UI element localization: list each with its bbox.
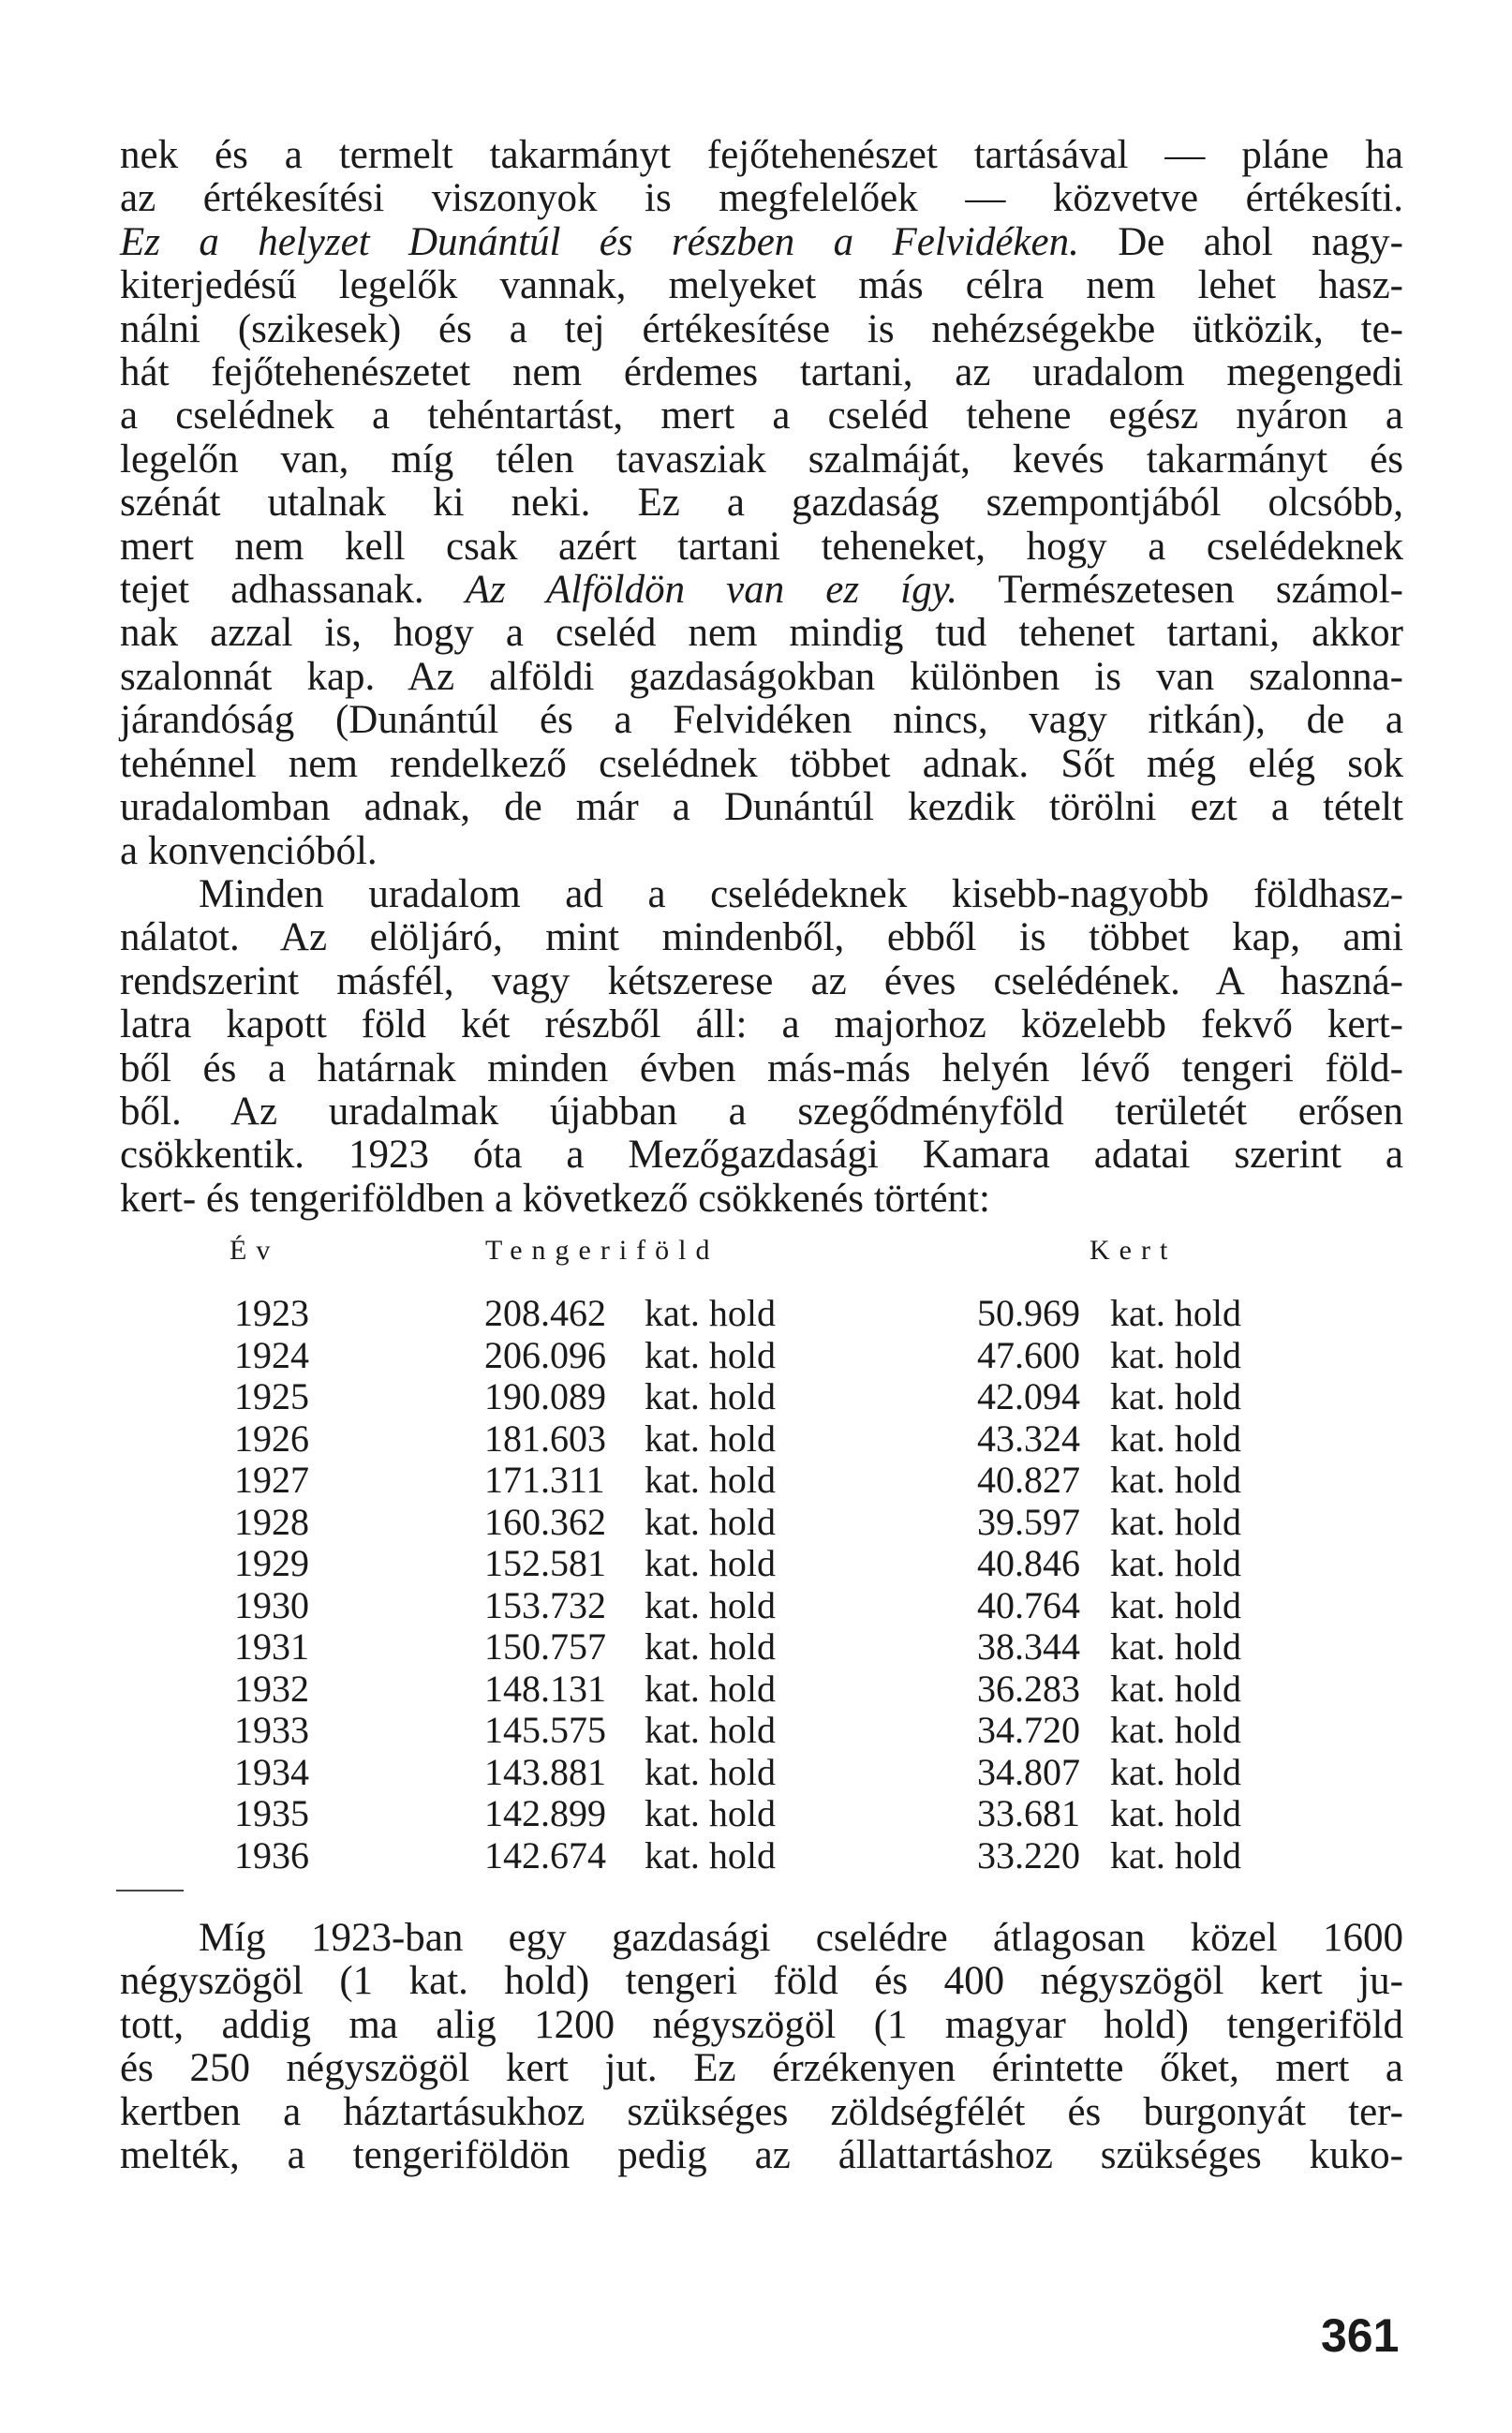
tengeri-value-cell: 143.881 [484,1750,606,1793]
kert-value-cell: 42.094 [977,1375,1080,1417]
kert-value-cell: 40.827 [977,1459,1080,1501]
text-line: járandóság (Dunántúl és a Felvidéken nincs, vagy ritkán), de a [120,698,1403,743]
year-cell: 1923 [234,1292,309,1334]
text-line: nálatot. Az elöljáró, mint mindenből, ebből is többet kap, ami [120,915,1403,960]
table-row [0,1667,1512,1709]
kert-value-cell: 36.283 [977,1667,1080,1710]
text-line: tott, addig ma alig 1200 négyszögöl (1 magyar hold) tengeriföld [120,2002,1403,2047]
data-table [0,1291,1512,1875]
text-line: a cselédnek a tehéntartást, mert a cseléd tehene egész nyáron a [120,393,1403,438]
tengeri-value-cell: 142.674 [484,1833,606,1877]
text-line [120,569,1403,612]
text-line: rendszerint másfél, vagy kétszerese az éves cselédének. A haszná- [120,958,1403,1003]
tengeri-value-cell: 181.603 [484,1417,606,1460]
table-row [0,1291,1512,1333]
table-header-tengeri: Tengeriföld [485,1235,719,1266]
text-line: melték, a tengeriföldön pedig az állattartáshoz szükséges kuko- [120,2133,1403,2178]
tengeri-unit-cell: kat. hold [645,1583,776,1626]
year-cell: 1929 [234,1542,309,1584]
kert-unit-cell: kat. hold [1110,1500,1241,1543]
tengeri-unit-cell: kat. hold [645,1375,776,1417]
text-line [120,221,1403,264]
italic-phrase: Ez a helyzet Dunántúl és részben a Felvidéken. [120,219,1079,264]
kert-value-cell: 40.846 [977,1542,1080,1584]
text-line: az értékesítési viszonyok is megfelelőek — közvetve értékesíti. [120,176,1403,221]
kert-value-cell: 40.764 [977,1583,1080,1626]
tengeri-value-cell: 160.362 [484,1500,606,1543]
body-text-bottom [120,1917,1403,2177]
kert-unit-cell: kat. hold [1110,1709,1241,1751]
table-row [0,1541,1512,1583]
text-line: csökkentik. 1923 óta a Mezőgazdasági Kamara adatai szerint a [120,1133,1403,1178]
tengeri-value-cell: 206.096 [484,1333,606,1376]
tengeri-unit-cell: kat. hold [645,1625,776,1668]
tengeri-unit-cell: kat. hold [645,1333,776,1376]
text-line: nálni (szikesek) és a tej értékesítése is nehézségekbe ütközik, te- [120,306,1403,351]
kert-value-cell: 50.969 [977,1292,1080,1334]
table-row [0,1833,1512,1876]
kert-value-cell: 33.681 [977,1792,1080,1834]
table-row [0,1750,1512,1792]
tengeri-unit-cell: kat. hold [645,1292,776,1334]
text-line: szalonnát kap. Az alföldi gazdaságokban különben is van szalonna- [120,654,1403,699]
kert-unit-cell: kat. hold [1110,1459,1241,1501]
kert-unit-cell: kat. hold [1110,1625,1241,1668]
text-line: latra kapott föld két részből áll: a majorhoz közelebb fekvő kert- [120,1002,1403,1047]
text-line: ből és a határnak minden évben más-más helyén lévő tengeri föld- [120,1046,1403,1090]
year-cell: 1925 [234,1375,309,1417]
text-line: legelőn van, míg télen tavasziak szalmáját, kevés takarmányt és [120,437,1403,482]
year-cell: 1933 [234,1709,309,1751]
kert-value-cell: 34.807 [977,1750,1080,1793]
year-cell: 1935 [234,1792,309,1834]
year-cell: 1926 [234,1417,309,1460]
kert-value-cell: 39.597 [977,1500,1080,1543]
tengeri-value-cell: 190.089 [484,1375,606,1417]
tengeri-value-cell: 142.899 [484,1792,606,1834]
table-row [0,1374,1512,1417]
text-fragment: Természetesen számol- [957,568,1403,613]
italic-phrase: Az Alföldön van ez így. [465,568,958,613]
text-fragment: tejet adhassanak. [120,568,466,613]
kert-unit-cell: kat. hold [1110,1833,1241,1877]
text-line: a konvencióból. [120,828,378,873]
tengeri-unit-cell: kat. hold [645,1542,776,1584]
year-cell: 1930 [234,1583,309,1626]
kert-unit-cell: kat. hold [1110,1792,1241,1834]
table-header-year: Év [230,1235,280,1266]
kert-unit-cell: kat. hold [1110,1292,1241,1334]
text-line: mert nem kell csak azért tartani teheneket, hogy a cselédeknek [120,524,1403,569]
text-line: Míg 1923-ban egy gazdasági cselédre átlagosan közel 1600 [199,1916,1403,1960]
tengeri-unit-cell: kat. hold [645,1750,776,1793]
table-row [0,1333,1512,1375]
year-cell: 1936 [234,1833,309,1877]
text-line: és 250 négyszögöl kert jut. Ez érzékenyen érintette őket, mert a [120,2046,1403,2091]
text-line: nak azzal is, hogy a cseléd nem mindig tud tehenet tartani, akkor [120,611,1403,656]
kert-unit-cell: kat. hold [1110,1542,1241,1584]
table-row [0,1791,1512,1833]
kert-unit-cell: kat. hold [1110,1750,1241,1793]
text-fragment: De ahol nagy- [1078,219,1404,264]
table-row [0,1708,1512,1750]
tengeri-value-cell: 150.757 [484,1625,606,1668]
tengeri-unit-cell: kat. hold [645,1417,776,1460]
text-line: Minden uradalom ad a cselédeknek kisebb-nagyobb földhasz- [199,871,1403,916]
text-line: kiterjedésű legelők vannak, melyeket más célra nem lehet hasz- [120,263,1403,308]
tengeri-value-cell: 208.462 [484,1292,606,1334]
text-line: uradalomban adnak, de már a Dunántúl kezdik törölni ezt a tételt [120,785,1403,830]
kert-unit-cell: kat. hold [1110,1375,1241,1417]
tengeri-unit-cell: kat. hold [645,1709,776,1751]
tengeri-unit-cell: kat. hold [645,1667,776,1710]
kert-value-cell: 33.220 [977,1833,1080,1877]
table-header-kert: Kert [1090,1235,1178,1266]
text-line: négyszögöl (1 kat. hold) tengeri föld és 400 négyszögöl kert ju- [120,1959,1403,2004]
text-line: kertben a háztartásukhoz szükséges zöldségfélét és burgonyát ter- [120,2089,1403,2134]
table-row [0,1458,1512,1500]
tengeri-value-cell: 148.131 [484,1667,606,1710]
kert-value-cell: 34.720 [977,1709,1080,1751]
page-number: 361 [1321,2309,1400,2362]
year-cell: 1928 [234,1500,309,1543]
kert-unit-cell: kat. hold [1110,1667,1241,1710]
kert-value-cell: 38.344 [977,1625,1080,1668]
kert-value-cell: 47.600 [977,1333,1080,1376]
year-cell: 1924 [234,1333,309,1376]
divider [116,1890,184,1892]
tengeri-unit-cell: kat. hold [645,1833,776,1877]
text-line: kert- és tengeriföldben a következő csökkenés történt: [120,1176,990,1221]
body-text-top [120,134,1403,1221]
text-line: tehénnel nem rendelkező cselédnek többet adnak. Sőt még elég sok [120,741,1403,786]
tengeri-value-cell: 152.581 [484,1542,606,1584]
text-line: ből. Az uradalmak újabban a szegődményföld területét erősen [120,1089,1403,1134]
tengeri-unit-cell: kat. hold [645,1459,776,1501]
text-line: szénát utalnak ki neki. Ez a gazdaság szempontjából olcsóbb, [120,481,1403,526]
tengeri-value-cell: 145.575 [484,1709,606,1751]
year-cell: 1927 [234,1459,309,1501]
text-line: hát fejőtehenészetet nem érdemes tartani, az uradalom megengedi [120,350,1403,395]
table-row [0,1417,1512,1459]
tengeri-value-cell: 171.311 [484,1459,605,1501]
year-cell: 1932 [234,1667,309,1710]
text-line: nek és a termelt takarmányt fejőtehenészet tartásával — pláne ha [120,133,1403,177]
tengeri-value-cell: 153.732 [484,1583,606,1626]
kert-unit-cell: kat. hold [1110,1333,1241,1376]
kert-value-cell: 43.324 [977,1417,1080,1460]
table-row [0,1624,1512,1667]
year-cell: 1934 [234,1750,309,1793]
tengeri-unit-cell: kat. hold [645,1792,776,1834]
kert-unit-cell: kat. hold [1110,1417,1241,1460]
year-cell: 1931 [234,1625,309,1668]
table-row [0,1500,1512,1542]
table-row [0,1583,1512,1625]
tengeri-unit-cell: kat. hold [645,1500,776,1543]
kert-unit-cell: kat. hold [1110,1583,1241,1626]
